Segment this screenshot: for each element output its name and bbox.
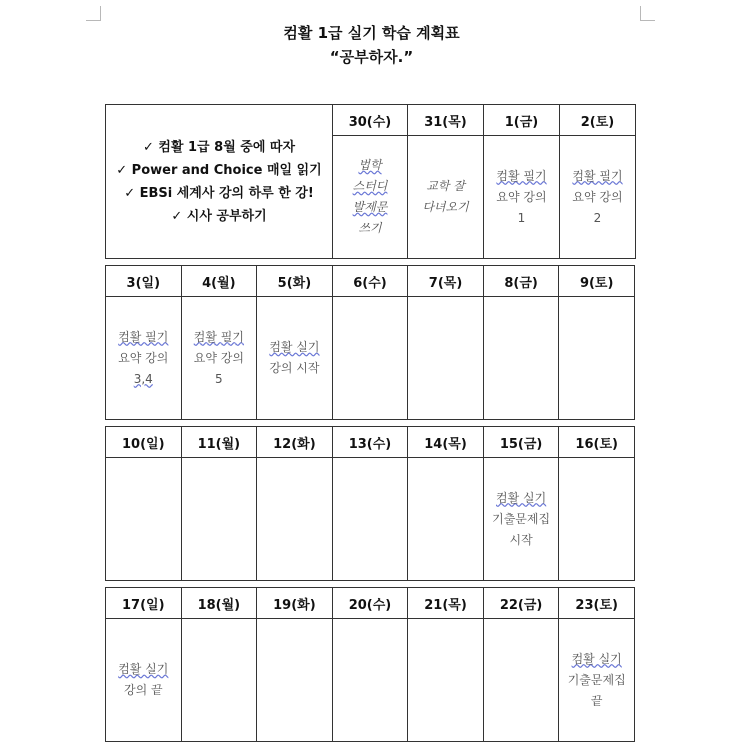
day-header: 12(화) bbox=[257, 427, 333, 458]
note-line: 법학 bbox=[358, 158, 382, 172]
day-header: 9(토) bbox=[559, 266, 635, 297]
page-corner-mark-left bbox=[86, 6, 101, 21]
day-cell bbox=[106, 458, 182, 581]
day-header: 13(수) bbox=[332, 427, 408, 458]
day-cell bbox=[408, 619, 484, 742]
note-line: 교학 잘 bbox=[426, 179, 465, 193]
day-header: 8(금) bbox=[483, 266, 559, 297]
goals-cell bbox=[106, 105, 333, 259]
day-cell bbox=[106, 619, 182, 742]
page-corner-mark-right bbox=[640, 6, 655, 21]
day-cell bbox=[332, 458, 408, 581]
day-header: 17(일) bbox=[106, 588, 182, 619]
goal-item: ✓ Power and Choice 매일 읽기 bbox=[116, 162, 322, 178]
goal-item: ✓ 시사 공부하기 bbox=[171, 208, 267, 224]
goal-item: ✓ 컴활 1급 8월 중에 따자 bbox=[142, 139, 296, 155]
day-cell bbox=[181, 619, 257, 742]
calendar-week-1 bbox=[105, 265, 635, 420]
note-line: 강의 끝 bbox=[123, 683, 163, 697]
day-header: 31(목) bbox=[408, 105, 484, 136]
day-cell bbox=[408, 458, 484, 581]
day-header: 16(토) bbox=[559, 427, 635, 458]
calendar-week-2 bbox=[105, 426, 635, 581]
note-line: 컴활 실기 bbox=[496, 490, 547, 505]
day-cell bbox=[332, 297, 408, 420]
calendar-week-0 bbox=[105, 104, 636, 259]
day-cell bbox=[484, 136, 560, 259]
day-cell bbox=[181, 297, 257, 420]
document-title: 컴활 1급 실기 학습 계획표 bbox=[283, 24, 460, 42]
note-line: 컴활 실기 bbox=[269, 340, 320, 354]
day-header: 30(수) bbox=[333, 105, 408, 136]
day-header: 20(수) bbox=[332, 588, 408, 619]
day-cell bbox=[257, 619, 333, 742]
day-header: 22(금) bbox=[483, 588, 559, 619]
day-cell bbox=[483, 297, 559, 420]
day-cell bbox=[106, 297, 182, 420]
day-header: 19(화) bbox=[257, 588, 333, 619]
note-line: 컴활 필기 bbox=[118, 329, 169, 344]
day-header: 10(일) bbox=[106, 427, 182, 458]
note-line: 2 bbox=[593, 210, 602, 225]
day-cell bbox=[483, 619, 559, 742]
note-line: 컴활 필기 bbox=[572, 168, 623, 183]
day-header: 23(토) bbox=[559, 588, 635, 619]
note-line: 기출문제집 bbox=[492, 511, 551, 526]
day-header: 4(월) bbox=[181, 266, 257, 297]
note-line: 컴활 필기 bbox=[496, 168, 547, 183]
note-line: 발제문 bbox=[352, 200, 388, 214]
day-cell bbox=[408, 136, 484, 259]
day-header: 1(금) bbox=[484, 105, 560, 136]
note-line: 시작 bbox=[509, 532, 533, 547]
note-line: 요약 강의 bbox=[193, 350, 244, 365]
day-header: 5(화) bbox=[257, 266, 333, 297]
day-header: 14(목) bbox=[408, 427, 484, 458]
day-cell bbox=[333, 136, 408, 259]
note-line: 컴활 필기 bbox=[193, 329, 244, 344]
day-header: 7(목) bbox=[408, 266, 484, 297]
note-line: 1 bbox=[517, 210, 526, 225]
day-header: 6(수) bbox=[332, 266, 408, 297]
day-header: 15(금) bbox=[483, 427, 559, 458]
note-line: 스터디 bbox=[352, 179, 388, 193]
calendar-week-3 bbox=[105, 587, 635, 742]
day-header: 11(월) bbox=[181, 427, 257, 458]
day-cell bbox=[559, 619, 635, 742]
goal-item: ✓ EBSi 세계사 강의 하루 한 강! bbox=[124, 185, 314, 201]
day-cell bbox=[408, 297, 484, 420]
document-subtitle: “공부하자.” bbox=[329, 48, 414, 66]
day-cell bbox=[257, 458, 333, 581]
day-cell bbox=[559, 297, 635, 420]
note-line: 컴활 실기 bbox=[118, 662, 169, 676]
note-line: 쓰기 bbox=[358, 221, 382, 235]
note-line: 강의 시작 bbox=[269, 361, 320, 375]
note-line: 3,4 bbox=[133, 371, 153, 386]
day-header: 21(목) bbox=[408, 588, 484, 619]
day-cell bbox=[332, 619, 408, 742]
note-line: 5 bbox=[215, 371, 223, 386]
note-line: 컴활 실기 bbox=[571, 651, 622, 666]
day-header: 18(월) bbox=[181, 588, 257, 619]
day-header: 3(일) bbox=[106, 266, 182, 297]
note-line: 끝 bbox=[590, 693, 603, 708]
day-header: 2(토) bbox=[560, 105, 636, 136]
day-cell bbox=[181, 458, 257, 581]
note-line: 요약 강의 bbox=[572, 189, 623, 204]
day-cell bbox=[257, 297, 333, 420]
day-cell bbox=[559, 458, 635, 581]
note-line: 다녀오기 bbox=[422, 200, 469, 214]
note-line: 기출문제집 bbox=[567, 672, 626, 687]
note-line: 요약 강의 bbox=[496, 189, 547, 204]
day-cell bbox=[483, 458, 559, 581]
day-cell bbox=[560, 136, 636, 259]
note-line: 요약 강의 bbox=[118, 350, 169, 365]
